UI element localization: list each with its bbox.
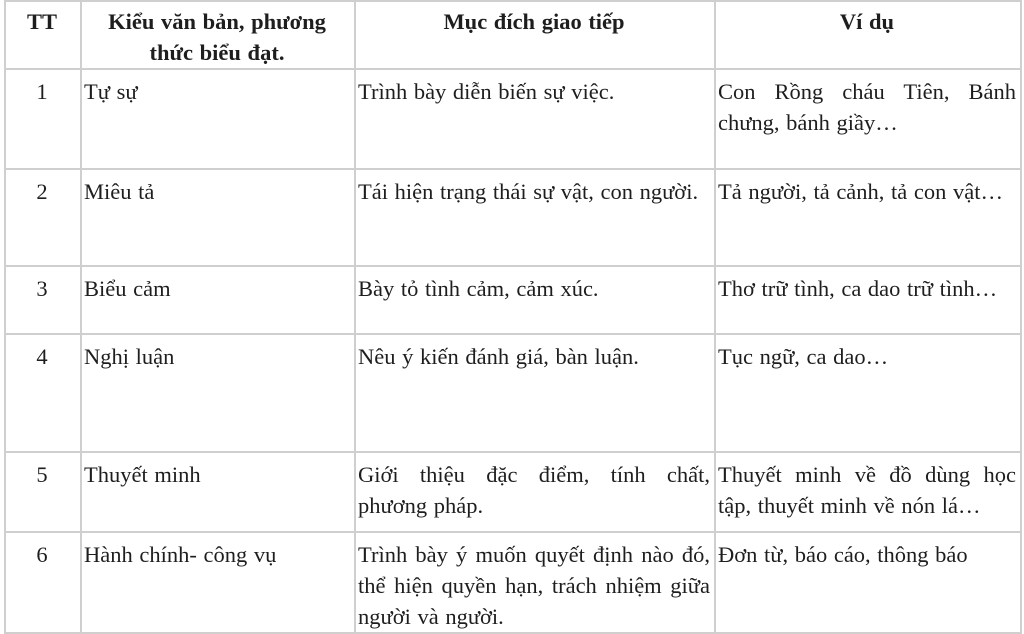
table-row — [5, 266, 1021, 334]
cell-example: Tục ngữ, ca dao… — [715, 334, 1021, 452]
cell-text-type: Nghị luận — [81, 334, 355, 452]
cell-purpose: Tái hiện trạng thái sự vật, con người. — [355, 169, 715, 266]
cell-purpose: Bày tỏ tình cảm, cảm xúc. — [355, 266, 715, 334]
cell-tt: 2 — [5, 169, 81, 266]
header-purpose: Mục đích giao tiếp — [355, 1, 715, 69]
table-row — [5, 532, 1021, 633]
header-text-type: Kiểu văn bản, phương thức biểu đạt. — [81, 1, 355, 69]
table-header-row — [5, 1, 1021, 69]
cell-tt: 4 — [5, 334, 81, 452]
cell-example: Tả người, tả cảnh, tả con vật… — [715, 169, 1021, 266]
cell-example: Đơn từ, báo cáo, thông báo — [715, 532, 1021, 633]
cell-purpose: Trình bày ý muốn quyết định nào đó, thể hiện quyền hạn, trách nhiệm giữa người và người. — [355, 532, 715, 633]
header-tt: TT — [5, 1, 81, 69]
cell-tt: 1 — [5, 69, 81, 169]
cell-text-type: Biểu cảm — [81, 266, 355, 334]
cell-text-type: Hành chính- công vụ — [81, 532, 355, 633]
cell-example: Con Rồng cháu Tiên, Bánh chưng, bánh giầy… — [715, 69, 1021, 169]
cell-tt: 5 — [5, 452, 81, 532]
header-example: Ví dụ — [715, 1, 1021, 69]
cell-tt: 3 — [5, 266, 81, 334]
table-row — [5, 169, 1021, 266]
cell-purpose: Nêu ý kiến đánh giá, bàn luận. — [355, 334, 715, 452]
table-row — [5, 334, 1021, 452]
cell-example: Thuyết minh về đồ dùng học tập, thuyết minh về nón lá… — [715, 452, 1021, 532]
text-types-table — [4, 0, 1022, 634]
cell-text-type: Miêu tả — [81, 169, 355, 266]
table-row — [5, 69, 1021, 169]
cell-tt: 6 — [5, 532, 81, 633]
cell-example: Thơ trữ tình, ca dao trữ tình… — [715, 266, 1021, 334]
cell-text-type: Tự sự — [81, 69, 355, 169]
table-row — [5, 452, 1021, 532]
cell-purpose: Giới thiệu đặc điểm, tính chất, phương pháp. — [355, 452, 715, 532]
cell-purpose: Trình bày diễn biến sự việc. — [355, 69, 715, 169]
cell-text-type: Thuyết minh — [81, 452, 355, 532]
